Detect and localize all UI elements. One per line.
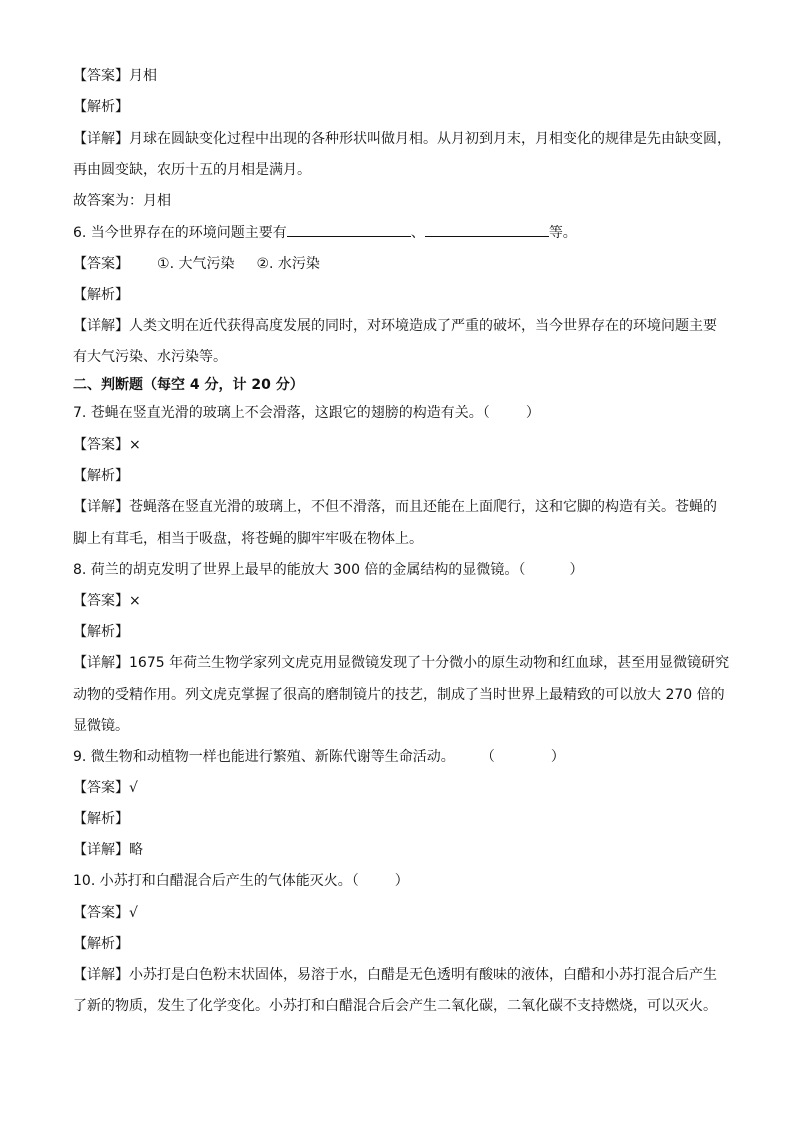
q8-answer-row (73, 591, 141, 611)
answer-tag: 【答案】 (73, 593, 129, 609)
analysis-tag: 【解析】 (73, 936, 129, 952)
answer-text-2: . 水污染 (269, 256, 320, 272)
q8-detail-line-2 (73, 685, 725, 705)
detail-text: 1675 年荷兰生物学家列文虎克用显微镜发现了十分微小的原生动物和红血球，甚至用显微镜研究 (129, 655, 730, 671)
question-close-paren: ） (550, 749, 565, 765)
question-sep: 、 (410, 225, 425, 241)
answer-tag: 【答案】 (73, 256, 129, 272)
detail-text: 再由圆变缺，农历十五的月相是满月。 (73, 162, 311, 178)
question-close-paren: ） (569, 562, 584, 578)
answer-text: × (129, 593, 141, 609)
detail-text: 人类文明在近代获得高度发展的同时，对环境造成了严重的破坏，当今世界存在的环境问题主要 (129, 318, 717, 334)
answer-tag: 【答案】 (73, 437, 129, 453)
q10-analysis-row (73, 934, 129, 954)
q8-detail-line-1 (73, 653, 729, 673)
answer-text: √ (129, 905, 138, 921)
detail-text: 动物的受精作用。列文虎克掌握了很高的磨制镜片的技艺，制成了当时世界上最精致的可以放大 270 倍的 (73, 687, 725, 703)
answer-tag: 【答案】 (73, 68, 129, 84)
q6-detail-line-1 (73, 316, 717, 336)
detail-text: 月球在圆缺变化过程中出现的各种形状叫做月相。从月初到月末，月相变化的规律是先由缺变圆， (129, 131, 731, 147)
question-text: 7. 苍蝇在竖直光滑的玻璃上不会滑落，这跟它的翅膀的构造有关。（ (73, 405, 490, 421)
q7-question (73, 403, 540, 423)
answer-text: √ (129, 780, 138, 796)
question-text: 8. 荷兰的胡克发明了世界上最早的能放大 300 倍的金属结构的显微镜。（ (73, 562, 526, 578)
q8-detail-line-3 (73, 716, 129, 736)
q6-analysis-row (73, 285, 129, 305)
question-text: 10. 小苏打和白醋混合后产生的气体能灭火。（ (73, 873, 359, 889)
q5-detail-line-2 (73, 160, 311, 180)
q6-question (73, 222, 577, 243)
q7-detail-line-2 (73, 529, 423, 549)
q5-answer-row (73, 66, 157, 86)
detail-tag: 【详解】 (73, 499, 129, 515)
answer-text: 月相 (129, 68, 157, 84)
analysis-tag: 【解析】 (73, 287, 129, 303)
q6-answer-row (73, 254, 320, 274)
answer-blank-1 (287, 222, 411, 237)
answer-text: × (129, 437, 141, 453)
answer-tag: 【答案】 (73, 780, 129, 796)
detail-text: 有大气污染、水污染等。 (73, 349, 227, 365)
question-close-paren: ） (525, 405, 540, 421)
q8-question (73, 560, 583, 580)
question-prefix: 6. 当今世界存在的环境问题主要有 (73, 225, 287, 241)
answer-text-1: . 大气污染 (169, 256, 235, 272)
detail-text: 脚上有茸毛，相当于吸盘，将苍蝇的脚牢牢吸在物体上。 (73, 531, 423, 547)
question-open-paren: （ (480, 749, 495, 765)
q5-detail-line-1 (73, 129, 731, 149)
question-text: 9. 微生物和动植物一样也能进行繁殖、新陈代谢等生命活动。 (73, 749, 455, 765)
detail-tag: 【详解】 (73, 655, 129, 671)
analysis-tag: 【解析】 (73, 811, 129, 827)
analysis-tag: 【解析】 (73, 624, 129, 640)
q9-detail-row (73, 840, 143, 860)
q10-question (73, 871, 409, 891)
answer-tag: 【答案】 (73, 905, 129, 921)
detail-text: 略 (129, 842, 143, 858)
analysis-tag: 【解析】 (73, 468, 129, 484)
answer-number-2: ② (256, 256, 270, 272)
detail-text: 显微镜。 (73, 718, 129, 734)
section-title: 二、判断题（每空 4 分，计 20 分） (73, 377, 304, 393)
analysis-tag: 【解析】 (73, 99, 129, 115)
q5-conclusion (73, 191, 171, 211)
answer-number-1: ① (157, 256, 170, 272)
detail-tag: 【详解】 (73, 967, 129, 983)
q9-analysis-row (73, 809, 129, 829)
conclusion-text: 故答案为：月相 (73, 193, 171, 209)
detail-text: 了新的物质，发生了化学变化。小苏打和白醋混合后会产生二氧化碳，二氧化碳不支持燃烧，可以灭火。 (73, 998, 717, 1014)
answer-blank-2 (425, 222, 549, 237)
detail-tag: 【详解】 (73, 842, 129, 858)
q9-answer-row (73, 778, 138, 798)
q7-answer-row (73, 435, 141, 455)
q10-detail-line-1 (73, 965, 717, 985)
question-close-paren: ） (394, 873, 409, 889)
detail-text: 苍蝇落在竖直光滑的玻璃上，不但不滑落，而且还能在上面爬行，这和它脚的构造有关。苍蝇的 (129, 499, 717, 515)
q10-answer-row (73, 903, 138, 923)
q6-detail-line-2 (73, 347, 227, 367)
q7-analysis-row (73, 466, 129, 486)
q9-question (73, 747, 565, 767)
q5-analysis-row (73, 97, 129, 117)
question-suffix: 等。 (548, 225, 577, 241)
detail-text: 小苏打是白色粉末状固体，易溶于水，白醋是无色透明有酸味的液体，白醋和小苏打混合后产生 (129, 967, 717, 983)
q7-detail-line-1 (73, 497, 717, 517)
detail-tag: 【详解】 (73, 131, 129, 147)
q10-detail-line-2 (73, 996, 717, 1016)
detail-tag: 【详解】 (73, 318, 129, 334)
q8-analysis-row (73, 622, 129, 642)
